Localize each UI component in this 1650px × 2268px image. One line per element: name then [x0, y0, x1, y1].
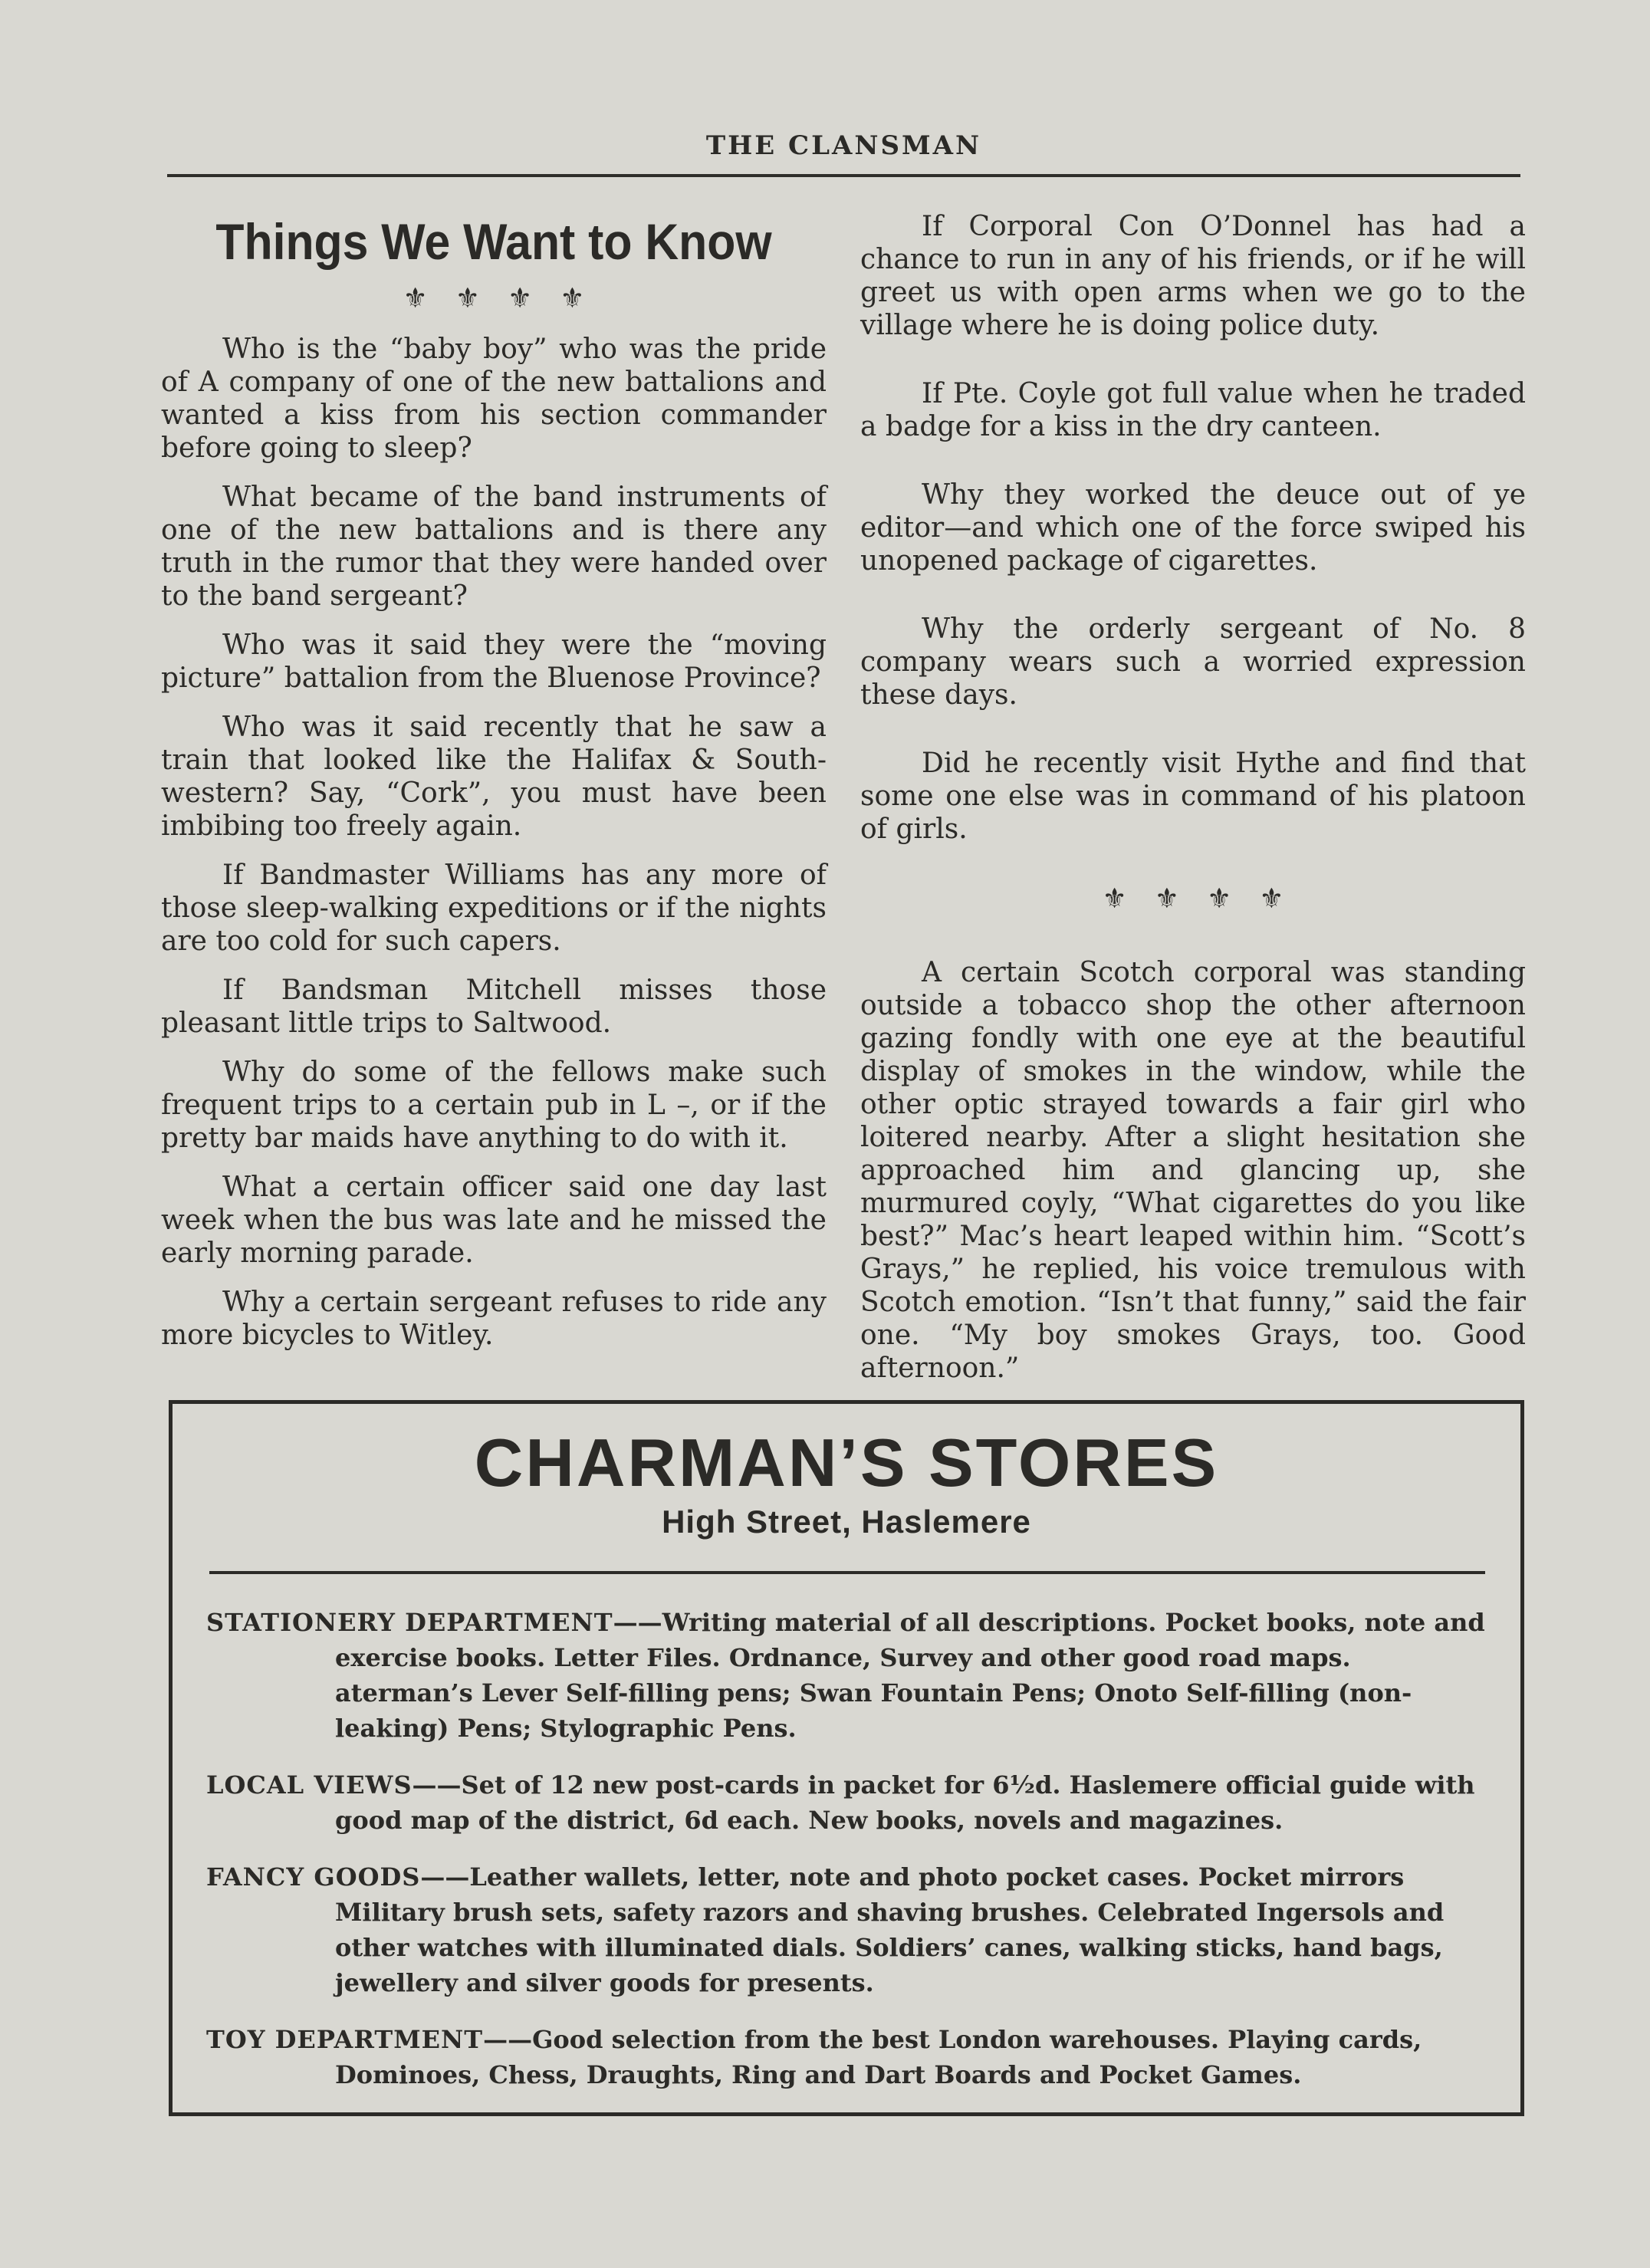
advertisement-box [169, 1400, 1524, 2116]
department-name: LOCAL VIEWS [206, 1770, 412, 1800]
question-paragraph: Why a certain sergeant refuses to ride any more bicycles to Witley. [161, 1287, 827, 1351]
question-paragraph: If Bandmaster Williams has any more of those sleep-walking expeditions or if the nights are too cold for such capers. [161, 860, 827, 957]
department-dash: —— [613, 1608, 662, 1637]
question-paragraph: Why do some of the fellows make such frequent trips to a certain pub in L –, or if the pretty bar maids have anything to do with it. [161, 1057, 827, 1154]
question-paragraph: Who is the “baby boy” who was the pride of A company of one of the new battalions and wanted a kiss from his section commander before going to sleep? [161, 334, 827, 464]
header-rule [167, 174, 1520, 177]
question-paragraph: Why they worked the deuce out of ye editor—and which one of the force swiped his unopened package of cigarettes. [860, 479, 1526, 577]
section-title: Things We Want to Know [215, 213, 772, 270]
right-column [860, 192, 1526, 1385]
anecdote-paragraph: A certain Scotch corporal was standing outside a tobacco shop the other afternoon gazing fondly with one eye at the beautiful display of smokes in the window, while the other optic strayed towards a fair girl who loitered nearby. After a slight hesitation she approached him and glancing up, she murmured coyly, “What cigarettes do you like best?” Mac’s heart leaped within him. “Scott’s Grays,” he replied, his voice tremulous with Scotch emotion. “Isn’t that funny,” said the fair one. “My boy smokes Grays, too. Good afternoon.” [860, 957, 1526, 1384]
question-paragraph: Who was it said they were the “moving picture” battalion from the Bluenose Province? [161, 629, 827, 694]
department-name: FANCY GOODS [206, 1862, 421, 1892]
left-column [161, 192, 827, 1352]
question-paragraph: Who was it said recently that he saw a train that looked like the Halifax & South-western? Say, “Cork”, you must have been imbibing too freely again. [161, 712, 827, 842]
department-description: Leather wallets, letter, note and photo pocket cases. Pocket mirrors Military brush sets, safety razors and shaving brushes. Celebrated Ingersols and other watches with illuminated dials. Soldiers’ canes, walking sticks, hand bags, jewellery and silver goods for presents. [335, 1862, 1445, 1997]
department-entry [206, 1767, 1494, 1838]
department-dash: —— [420, 1862, 470, 1892]
advertiser-name: CHARMAN’S STORES [474, 1425, 1219, 1500]
question-paragraph: Why the orderly sergeant of No. 8 company wears such a worried expression these days. [860, 613, 1526, 711]
question-paragraph: If Corporal Con O’Donnel has had a chance to run in any of his friends, or if he will greet us with open arms when we go to the village where he is doing police duty. [860, 211, 1526, 341]
department-entry [206, 1859, 1494, 2000]
department-list [206, 1605, 1494, 2114]
page-header: THE CLANSMAN [705, 130, 982, 161]
question-paragraph: What a certain officer said one day last week when the bus was late and he missed the early morning parade. [161, 1172, 827, 1269]
department-dash: —— [412, 1770, 462, 1800]
department-description: Set of 12 new post-cards in packet for 6½d. Haslemere official guide with good map of the district, 6d each. New books, novels and magazines. [335, 1770, 1475, 1835]
fleur-de-lis-ornament: ⚜⚜⚜⚜ [1102, 883, 1312, 915]
department-entry [206, 1605, 1494, 1746]
question-paragraph: Did he recently visit Hythe and find that some one else was in command of his platoon of girls. [860, 748, 1526, 845]
fleur-de-lis-ornament: ⚜⚜⚜⚜ [403, 283, 613, 314]
question-paragraph: If Bandsman Mitchell misses those pleasant little trips to Saltwood. [161, 975, 827, 1039]
department-description: Writing material of all descriptions. Pocket books, note and exercise books. Letter Files. Ordnance, Survey and other good road maps. aterman’s Lever Self-filling pens; Swan Fountain Pens; Onoto Self-filling (non-leaking) Pens; Stylographic Pens. [335, 1608, 1485, 1743]
question-paragraph: What became of the band instruments of one of the new battalions and is there any truth in the rumor that they were handed over to the band sergeant? [161, 482, 827, 612]
advertiser-address: High Street, Haslemere [662, 1504, 1031, 1540]
department-entry [206, 2022, 1494, 2092]
department-description: Good selection from the best London warehouses. Playing cards, Dominoes, Chess, Draughts, Ring and Dart Boards and Pocket Games. [335, 2025, 1422, 2089]
department-name: STATIONERY DEPARTMENT [206, 1608, 613, 1637]
department-name: TOY DEPARTMENT [206, 2025, 484, 2054]
department-dash: —— [483, 2025, 533, 2054]
question-paragraph: If Pte. Coyle got full value when he traded a badge for a kiss in the dry canteen. [860, 378, 1526, 442]
advert-rule [209, 1571, 1485, 1574]
